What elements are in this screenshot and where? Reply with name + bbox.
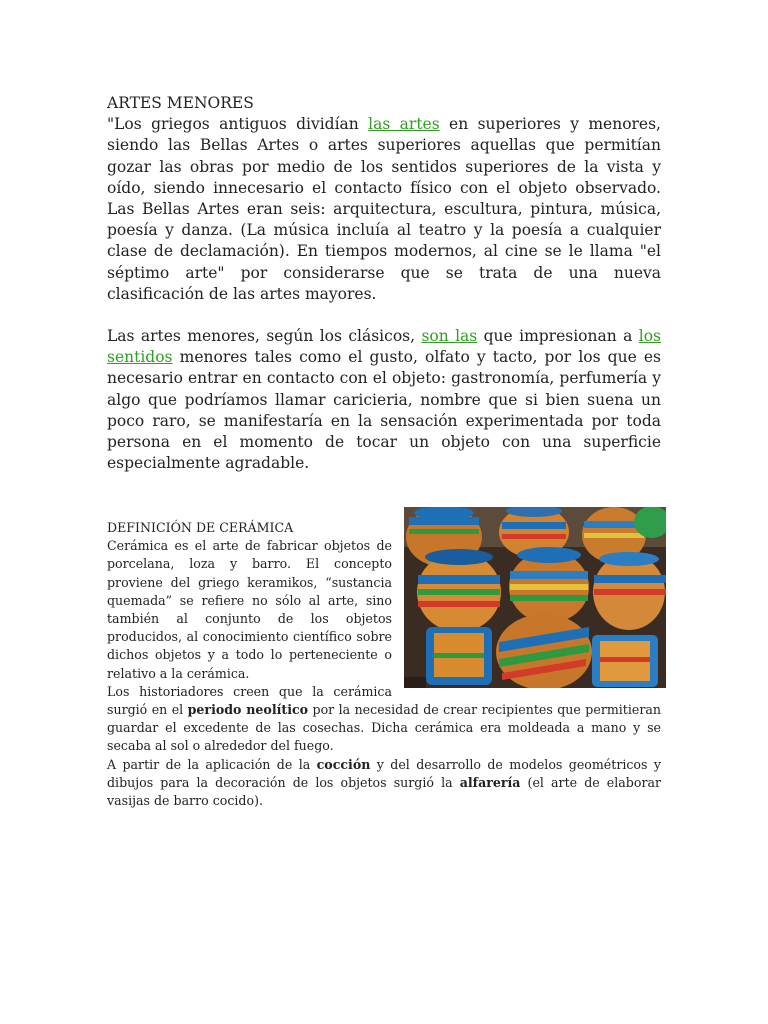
text: Los historiadores creen que la cerámica surgió en el <box>107 683 392 718</box>
section-title-ceramica: DEFINICIÓN DE CERÁMICA <box>107 520 294 535</box>
text: A partir de la aplicación de la <box>107 756 317 772</box>
text: que impresionan a <box>477 327 639 346</box>
link-las-artes[interactable]: las artes <box>368 115 440 134</box>
text: (el arte de elaborar vasijas de barro cocido). <box>107 774 661 809</box>
link-los-sentidos[interactable]: los sentidos <box>107 327 661 367</box>
section-title-artes-menores: ARTES MENORES <box>107 94 254 112</box>
paragraph-definicion: Cerámica es el arte de fabricar objetos de porcelana, loza y barro. El concepto proviene del griego keramikos, “sustancia quemada” se refiere no sólo al arte, sino también al conjunto de los objetos producidos, al conocimiento científico sobre dichos objetos y a todo lo perteneciente o relativo a la cerámica. <box>107 538 392 681</box>
text: y del desarrollo de modelos geométricos y dibujos para la decoración de los objetos surgió la <box>107 756 661 790</box>
bold-term-coccion: cocción <box>316 756 371 772</box>
bold-term-periodo-neolitico: periodo neolítico <box>187 702 309 718</box>
text: por la necesidad de crear recipientes que permitieran guardar el excedente de las cosechas. Dicha cerámica era moldeada a mano y se secaba al sol o alrededor del fuego. <box>107 702 661 754</box>
paragraph-griegos <box>107 114 661 305</box>
text: menores tales como el gusto, olfato y tacto, por los que es necesario entrar en contacto con el objeto: gastronomía, perfumería y algo que podríamos llamar caricieria, nombre que si bien suena un poco raro, se manifestaría en la sensación experimentada por toda persona en el momento de tocar un objeto con una superficie especialmente agradable. <box>107 348 661 473</box>
paragraph-gap <box>107 305 661 326</box>
text: en superiores y menores, siendo las Bellas Artes o artes superiores aquellas que permitían gozar las obras por medio de los sentidos superiores de la vista y oído, siendo innecesario el contacto físico con el objeto observado. Las Bellas Artes eran seis: arquitectura, escultura, pintura, música, poesía y danza. (La música incluía al teatro y la poesía a cualquier clase de declamación). En tiempos modernos, al cine se le llama "el séptimo arte" por considerarse que se trata de una nueva clasificación de las artes mayores. <box>107 115 661 303</box>
section-ceramica <box>107 519 661 810</box>
ceramics-photo <box>404 507 666 688</box>
text: "Los griegos antiguos dividían <box>107 115 369 134</box>
link-son-las[interactable]: son las <box>421 327 478 346</box>
paragraph-coccion <box>107 756 661 811</box>
paragraph-historiadores <box>107 683 661 756</box>
paragraph-artes-menores <box>107 326 661 474</box>
text: Las artes menores, según los clásicos, <box>107 327 422 346</box>
bold-term-alfareria: alfarería <box>459 774 521 790</box>
section-artes-menores <box>107 93 661 474</box>
